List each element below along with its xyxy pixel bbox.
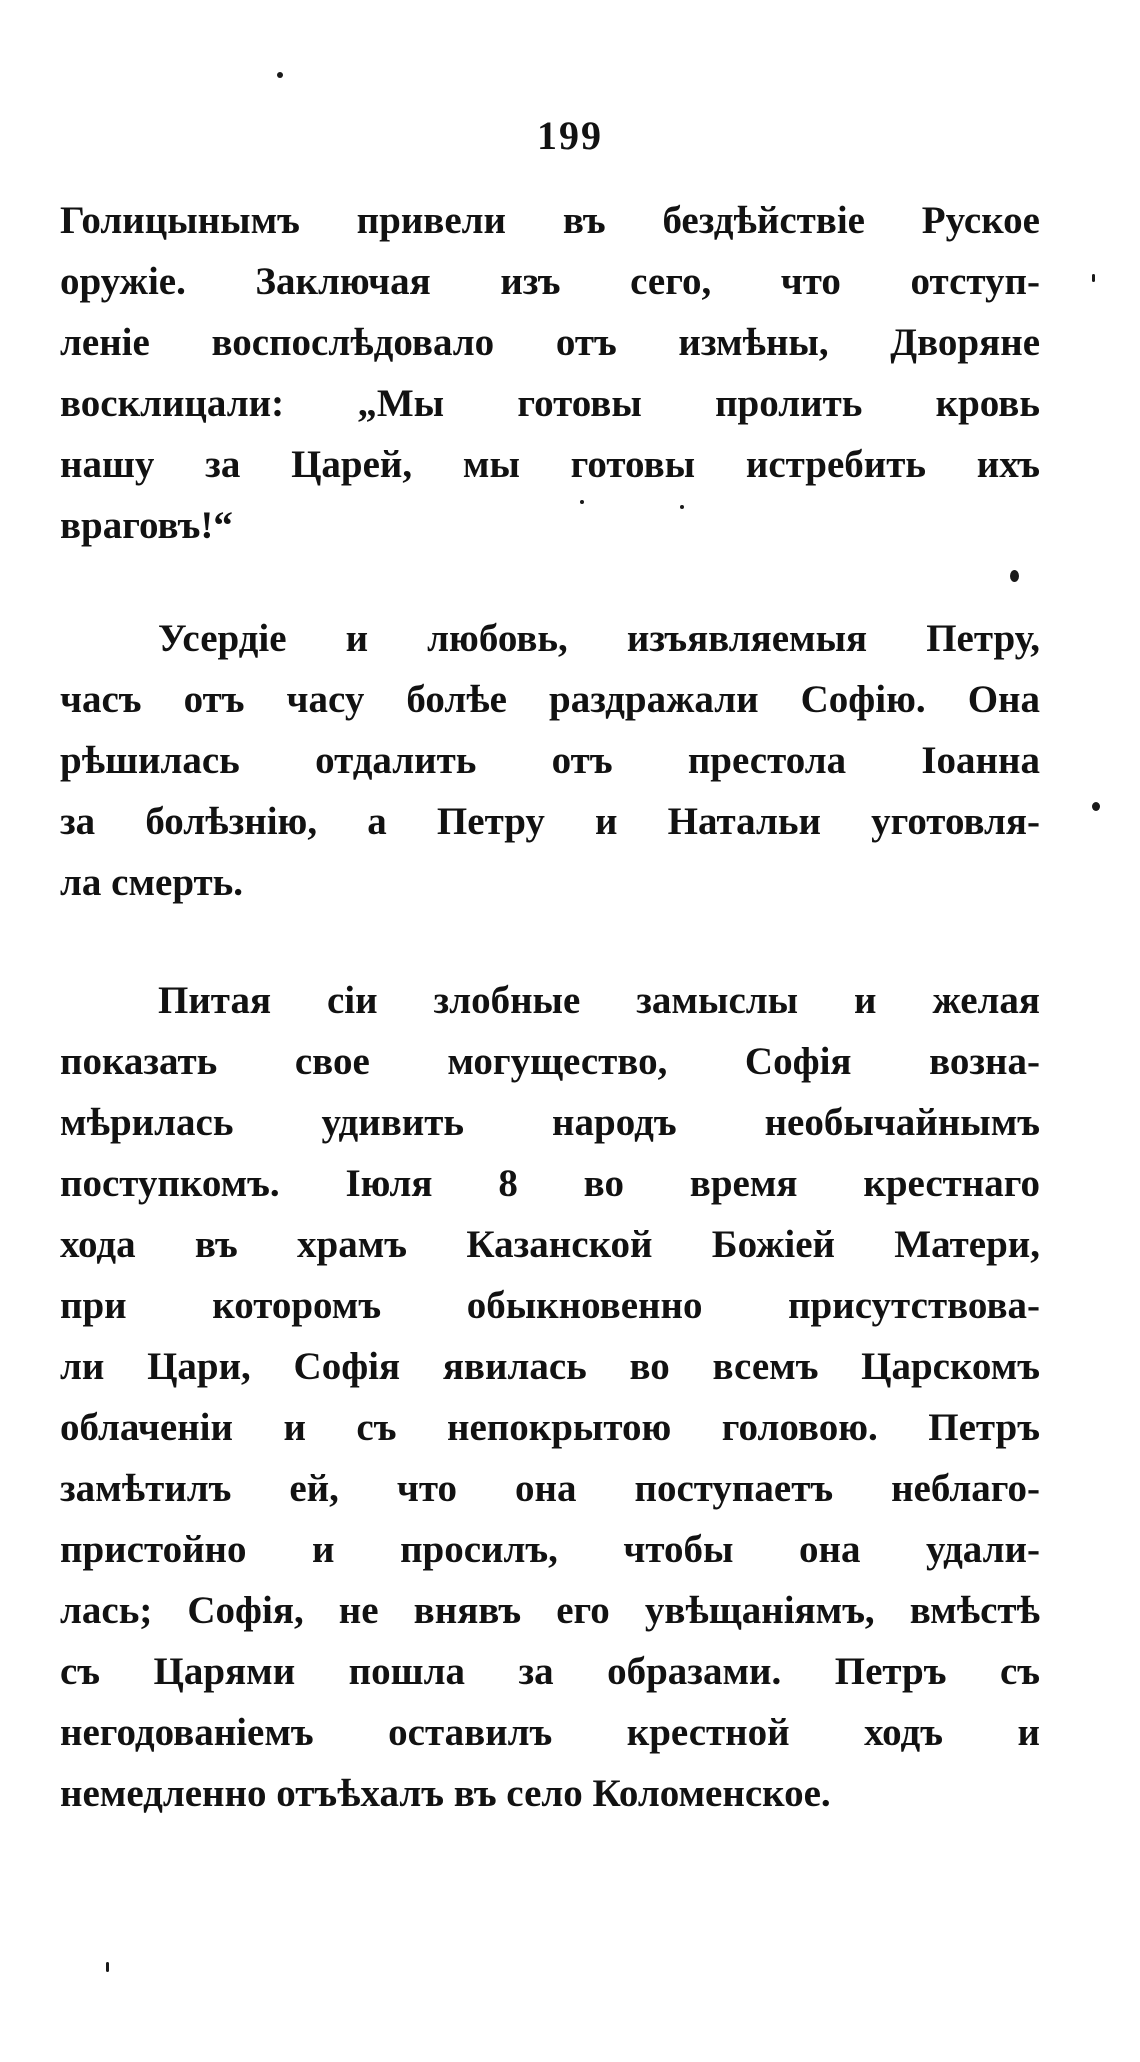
ink-speck xyxy=(580,500,584,504)
text-line: поступкомъ. Іюля 8 во время крестнаго xyxy=(60,1162,1040,1205)
paragraph-1 xyxy=(60,190,1040,556)
ink-speck xyxy=(680,505,684,509)
text-line: восклицали: „Мы готовы пролить кровь xyxy=(60,382,1040,425)
text-line: при которомъ обыкновенно присутствова- xyxy=(60,1284,1040,1327)
text-line: нашу за Царей, мы готовы истребить ихъ xyxy=(60,443,1040,486)
text-line: лась; Софія, не внявъ его увѣщаніямъ, вмѣстѣ xyxy=(60,1589,1040,1632)
text-line: облаченіи и съ непокрытою головою. Петръ xyxy=(60,1406,1040,1449)
text-line: пристойно и просилъ, чтобы она удали- xyxy=(60,1528,1040,1571)
ink-speck xyxy=(1092,274,1095,282)
ink-speck xyxy=(1010,570,1019,582)
text-line: съ Царями пошла за образами. Петръ съ xyxy=(60,1650,1040,1693)
paragraph-2 xyxy=(60,608,1040,913)
ink-speck xyxy=(106,1962,109,1972)
text-line: Голицынымъ привели въ бездѣйствіе Руское xyxy=(60,199,1040,242)
text-line: мѣрилась удивить народъ необычайнымъ xyxy=(60,1101,1040,1144)
text-line: Усердіе и любовь, изъявляемыя Петру, xyxy=(158,617,1040,660)
text-line: замѣтилъ ей, что она поступаетъ неблаго- xyxy=(60,1467,1040,1510)
text-line: немедленно отъѣхалъ въ село Коломенское. xyxy=(60,1772,831,1815)
text-line: часъ отъ часу болѣе раздражали Софію. Она xyxy=(60,678,1040,721)
text-line: враговъ!“ xyxy=(60,504,233,547)
ink-speck xyxy=(1092,802,1100,811)
text-line: негодованіемъ оставилъ крестной ходъ и xyxy=(60,1711,1040,1754)
text-line: хода въ храмъ Казанской Божіей Матери, xyxy=(60,1223,1040,1266)
text-line: ли Цари, Софія явилась во всемъ Царскомъ xyxy=(60,1345,1040,1388)
page-number: 199 xyxy=(537,113,603,158)
text-line: Питая сіи злобные замыслы и желая xyxy=(158,979,1040,1022)
text-line: показать свое могущество, Софія вознa- xyxy=(60,1040,1040,1083)
text-line: рѣшилась отдалить отъ престола Іоанна xyxy=(60,739,1040,782)
text-line: леніе воспослѣдовало отъ измѣны, Дворяне xyxy=(60,321,1040,364)
text-line: оружіе. Заключая изъ сего, что отступ- xyxy=(60,260,1040,303)
text-line: ла смерть. xyxy=(60,861,244,904)
ink-speck xyxy=(277,72,283,78)
paragraph-3 xyxy=(60,970,1040,1824)
text-line: за болѣзнію, а Петру и Натальи уготовля- xyxy=(60,800,1040,843)
